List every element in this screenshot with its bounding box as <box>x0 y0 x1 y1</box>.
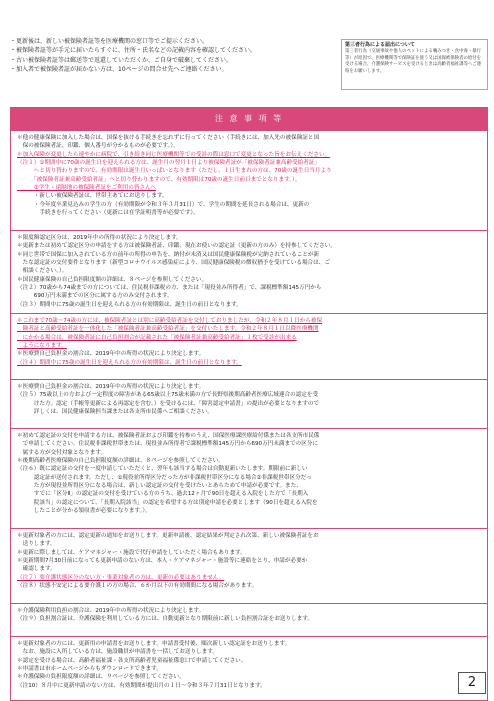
notice-line: けた方。認定（手帳等更新による再認定を含む。）を受けるには、「障害認定申請書」の提出が必要となりますので <box>17 400 320 407</box>
third-party-notice-title: 第三者行為による届出について <box>345 42 415 48</box>
notice-line: ②学生・遠隔地の被保険者証をご利用の皆さんへ <box>17 185 157 192</box>
notice-line: へと切り替わりますので、有効期限は誕生月いっぱいとなります（ただし、１日生まれの方は、70歳の誕生日当月より <box>17 168 332 175</box>
notice-line: 保の被保険者証、印鑑、個人番号が分かるものが必要です。）。 <box>17 143 179 150</box>
notice-section <box>10 529 488 604</box>
notice-line: ＊同じ世帯で国保に加入されている方の前年の所得の申告を、納付が未済又は国民健康保険税が完納されていることが新 <box>17 251 320 258</box>
notice-line: 手続きを行ってください（更新には在学証明書等が必要です）。 <box>17 210 199 217</box>
notice-line: で申請してください。住民税非課税世帯または、現役並み所得者で課税標準額145万円から690万円未満までの区分に <box>17 441 319 448</box>
notice-line: なお、施設に入所している方は、施設職員が申請書を一括してお送りします。 <box>17 649 218 656</box>
notice-line: ＊加入保険が変更したら速やかに病院で、引き続き同じ医療機関等での受診の際は窓口で変更となった旨をお伝えください。 <box>17 151 331 158</box>
notice-line: ＊認定を受ける場合は、高齢者福祉課・各支所高齢者児童福祉係窓口で申請してください。 <box>17 657 247 664</box>
intro-line: ・加入者で被保険者証が届かない方は、10ページの問合せ先へご連絡ください。 <box>10 65 228 73</box>
notice-line: ・新しい被保険者証は、世帯主あてにお送りします。 <box>17 193 168 200</box>
notice-section <box>10 637 488 701</box>
notice-line: 認定証が送付されます。ただし、①現役並所得区分だった方が非課税世帯区分になる場合②非課税世帯区分だっ <box>17 474 312 481</box>
notice-line: ＊他の健康保険に加入した場合は、国保を抜ける手続きを忘れずに行ってください（手続きには、加入先の被保険証と国 <box>17 135 320 141</box>
notice-line: （注７）要介護状態区分のない方・事業対象者の方は、更新の必要はありません。 <box>17 574 225 581</box>
notice-line: ＊更新期間7月30日前になっても更新申請のない方は、本人・ケアマネジャー・施設等に連絡をとり、申請が必要か <box>17 558 308 565</box>
notice-line: 送りします。 <box>17 541 56 548</box>
notice-line: ＊医療費自己負担金の割合は、2019年中の所得の状況により決定します。 <box>17 384 205 390</box>
notice-line: （注10）８月中に更新申請のない方は、有効期間が提出月の１日〜令和３年７月31日となります。 <box>17 682 266 689</box>
notice-line: ＊国民健康保険の自己負担限度額の詳細は、８ページを参照してください。 <box>17 276 208 283</box>
notice-line: ＊更新に際しましては、ケアマネジャー・施設で代行申請をしていただく場合もあります。 <box>17 549 246 556</box>
notice-line: ＊介護保険利用負担の割合は、2019年中の所得の状況により決定します。 <box>17 608 205 614</box>
notice-line: ＊更新または初めて認定区分の申請をする方は被保険者証、印鑑、現在お使いの認定証（更新の方のみ）を持参してください。 <box>17 243 336 250</box>
notice-line: 院該当」の認定について、「長期入院該当」の認定を希望する方は別途申請を必要とします（90日を超える入院を <box>17 499 318 506</box>
notice-line: 確認します。 <box>17 566 56 573</box>
notice-line: すでに「区分Ⅱ」の認定証の交付を受けている方のうち、過去12ヶ月で90日を超える入院をした方で「長期入 <box>17 491 309 498</box>
notice-line: （注２）70歳から74歳までの方については、住民税非課税の方、または「現役並み所得者」で、課税標準額145万円から <box>17 285 322 292</box>
notice-line: 険者証と高齢受給者証を一体化した「被保険者証兼高齢受給者証」を交付いたします。令和２年８月１日以降医療機関 <box>17 326 319 333</box>
notice-line: （注１）①期間中に70歳の誕生日を迎えられる方は、誕生月の翌月１日より被保険者証が「被保険者証兼高齢受給者証」 <box>17 160 321 167</box>
page-edge <box>0 0 2 700</box>
intro-notes <box>10 37 332 74</box>
notice-line: ＊これまで70歳〜74歳の方には、被保険者証とは別に高齢受給者証を交付しておりましたが、令和２年８月１日から被保 <box>17 318 323 324</box>
notice-line: た方が現役並所得区分になる場合は、新しい認定証の交付を受けたいとあらためて申請が必要です。また、 <box>17 483 302 490</box>
notice-line: ＊更新対象者の方には、認定更新の通知をお送りします。更新申請後、認定結果が判定され次第、新しい被保険者証をお <box>17 533 319 539</box>
notice-line: ＊介護保険の負担限度額の詳細は、９ページを参照してください。 <box>17 674 185 681</box>
notice-line: （注６）既に認定証の交付を一度申請していただくと、翌年も該当する場合は自動更新いたします。期限前に新しい <box>17 466 308 473</box>
notice-line: たな認定証の交付要件となります（新型コロナウイルス感染症により、国民健康保険税の徴収猶予を受けている場合は、ご <box>17 260 330 267</box>
page-number: 2 <box>458 672 486 694</box>
notice-line: ＊申請書は市ホームページからもダウンロードできます。 <box>17 666 162 673</box>
notice-line: ＊後期高齢者医療保険の自己負担限度額の詳細は、８ページを参照してください。 <box>17 458 224 465</box>
notice-section <box>10 231 488 314</box>
intro-line: ・被保険者証等が手元に届いたらすぐに、住所・氏名などの記載内容を確認してください。 <box>10 47 257 55</box>
notice-section <box>10 604 488 637</box>
intro-line: ・更新後は、新しい被保険者証等を医療機関の窓口等でご提示ください。 <box>10 38 209 45</box>
notice-header: 注 意 事 項 等 <box>10 107 488 131</box>
notice-line: 「被保険者証兼高齢受給者証」へと切り替わりますので、有効期限は70歳の誕生日前日までとなります。）。 <box>17 176 301 183</box>
notice-line: にかかる場合は、被保険者証に自己負担割合が記載された「被保険者証兼高齢受給者証」１枚で受診が出来る <box>17 334 297 341</box>
notice-line: （注４）期間中に75歳の誕生日を迎えられる方の有効期限は、誕生日の前日となります。 <box>17 359 242 366</box>
notice-line: ＊更新対象者の方には、更新用の申請書をお送りします。申請書受付後、順次新しい認定証をお送りします。 <box>17 641 291 647</box>
notice-line: ＊初めて認定証の交付を申請する方は、被保険者証および印鑑を持参のうえ、国保医療課医療給付係または各支所市民係 <box>17 433 320 439</box>
notice-line: ようになります。 <box>17 343 67 350</box>
notice-line: したことが分かる領収書が必要になります。）。 <box>17 508 151 515</box>
notice-line: ・今年度卒業見込みの学生の方（有効期限が令和３年３月31日）で、学生の期間を延長される場合は、更新の <box>17 201 310 208</box>
notice-line: 690万円未満までの区分に属する方のみ交付されます。 <box>17 293 173 300</box>
notice-line: 属する方が交付対象となります。 <box>17 449 107 456</box>
notice-line: （注９）負担割合証は、介護保険を利用している方には、自動更新となり期限前に新しい負担割合証をお送りします。 <box>17 616 314 623</box>
notice-line: （注３）期間中に75歳の誕生日を迎えられる方の有効期限は、誕生日の前日となります。 <box>17 301 242 308</box>
notice-sections <box>10 131 488 701</box>
notice-line: 相談ください。）。 <box>17 268 68 275</box>
intro-line: ・古い被保険者証等は郵送等で返還していただくか、ご自身で破棄してください。 <box>10 56 233 64</box>
notice-line: 詳しくは、国民健康保険担当課または各支所市民係へご相談ください。 <box>17 409 213 416</box>
notice-line: ＊医療費自己負担金の割合は、2019年中の所得の状況により決定します。 <box>17 351 205 358</box>
notice-line: ＊限度額認定区分は、2019年中の所得の状況により決定します。 <box>17 235 182 241</box>
notice-section <box>10 380 488 429</box>
third-party-notice-body: 第三者行為（交通事故や他人のペットによる噛みつき・食中毒・暴行等）が原因で、医療機関等で保険証を使う又は国保被保険者の給付を受ける場合、介護保険サービスを受けるときは高齢者福祉課等へご連絡をお願いします。 <box>345 49 482 74</box>
notice-section <box>10 314 488 380</box>
notice-line: （注８）状態不安定による要介護１の方の場合、６か月以下の有効期間になる場合があります。 <box>17 583 258 590</box>
notice-line: （注５）75歳以上の方および一定程度の障害がある65歳以上75歳未満の方で長野県後期高齢者医療広域連合の認定を受 <box>17 392 319 399</box>
third-party-notice-box <box>341 39 488 90</box>
notice-section <box>10 429 488 529</box>
notice-section <box>10 131 488 231</box>
